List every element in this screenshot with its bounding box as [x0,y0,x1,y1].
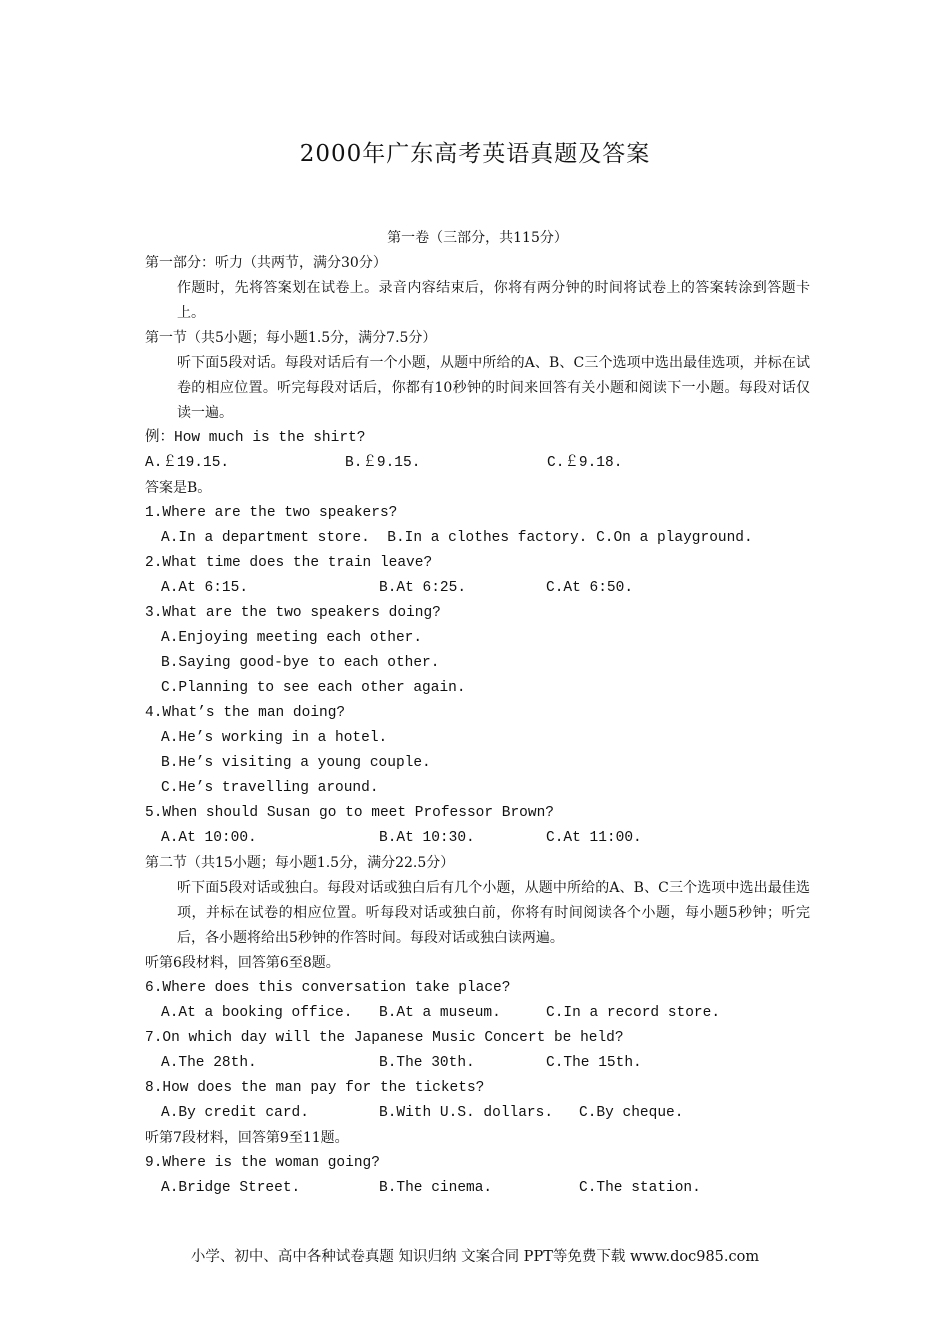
page-footer: 小学、初中、高中各种试卷真题 知识归纳 文案合同 PPT等免费下载 www.doc985.com [190,1249,760,1265]
part1-instructions: 作题时，先将答案划在试卷上。录音内容结束后，你将有两分钟的时间将试卷上的答案转涂到答题卡上。 [177,280,810,321]
option-a: A.By credit card. [161,1105,309,1121]
material-6-header: 听第6段材料，回答第6至8题。 [145,955,340,971]
option-b: B.He’s visiting a young couple. [161,755,431,771]
question-5: 5.When should Susan go to meet Professor Brown? [145,805,554,821]
section2-instructions: 听下面5段对话或独白。每段对话或独白后有几个小题，从题中所给的A、B、C三个选项中选出最佳选项，并标在试卷的相应位置。听每段对话或独白前，你将有时间阅读各个小题，每小题5秒钟；听完后，各小题将给出5秒钟的作答时间。每段对话或独白读两遍。 [177,880,810,946]
question-3: 3.What are the two speakers doing? [145,605,441,621]
option-c: C.At 6:50. [546,580,634,596]
option-b: B.At 10:30. [379,830,475,846]
question-2: 2.What time does the train leave? [145,555,433,571]
option-b: B.With U.S. dollars. [379,1105,554,1121]
option-a: A.Bridge Street. [161,1180,301,1196]
example-option-c: C.￡9.18. [547,455,623,471]
page-title: 2000年广东高考英语真题及答案 [299,141,651,167]
option-c: C.In a record store. [546,1005,721,1021]
question-4: 4.What’s the man doing? [145,705,346,721]
option-a: A.The 28th. [161,1055,257,1071]
material-7-header: 听第7段材料，回答第9至11题。 [145,1130,349,1146]
question-2-options [145,576,810,601]
option-c: C.Planning to see each other again. [161,680,466,696]
option-c: C.The 15th. [546,1055,642,1071]
option-a: A.He’s working in a hotel. [161,730,388,746]
section2-header: 第二节（共15小题；每小题1.5分，满分22.5分） [145,855,455,871]
section1-header: 第一节（共5小题；每小题1.5分，满分7.5分） [145,330,437,346]
option-a: A.At a booking office. [161,1005,353,1021]
question-6: 6.Where does this conversation take place? [145,980,511,996]
volume-header: 第一卷（三部分，共115分） [387,230,568,246]
question-1: 1.Where are the two speakers? [145,505,398,521]
document-body [145,226,810,1201]
option-c: C.The station. [579,1180,701,1196]
question-1-options: A.In a department store. B.In a clothes factory. C.On a playground. [161,530,753,546]
example-option-a: A.￡19.15. [145,455,230,471]
question-7: 7.On which day will the Japanese Music Concert be held? [145,1030,624,1046]
option-b: B.The 30th. [379,1055,475,1071]
option-c: C.He’s travelling around. [161,780,379,796]
question-5-options [145,826,810,851]
option-a: A.Enjoying meeting each other. [161,630,423,646]
option-b: B.Saying good-bye to each other. [161,655,440,671]
option-b: B.At a museum. [379,1005,501,1021]
part1-header: 第一部分：听力（共两节，满分30分） [145,255,387,271]
question-6-options [145,1001,810,1026]
question-7-options [145,1051,810,1076]
example-question: 例：How much is the shirt? [145,430,366,446]
question-8: 8.How does the man pay for the tickets? [145,1080,485,1096]
question-9-options [145,1176,810,1201]
option-b: B.At 6:25. [379,580,467,596]
option-a: A.At 10:00. [161,830,257,846]
option-c: C.At 11:00. [546,830,642,846]
example-option-b: B.￡9.15. [345,455,421,471]
option-a: A.At 6:15. [161,580,249,596]
section1-instructions: 听下面5段对话。每段对话后有一个小题，从题中所给的A、B、C三个选项中选出最佳选项，并标在试卷的相应位置。听完每段对话后，你都有10秒钟的时间来回答有关小题和阅读下一小题。每段对话仅读一遍。 [177,355,810,421]
question-9: 9.Where is the woman going? [145,1155,380,1171]
example-options [145,451,810,476]
example-answer: 答案是B。 [145,480,212,496]
option-c: C.By cheque. [579,1105,684,1121]
option-b: B.The cinema. [379,1180,493,1196]
question-8-options [145,1101,810,1126]
